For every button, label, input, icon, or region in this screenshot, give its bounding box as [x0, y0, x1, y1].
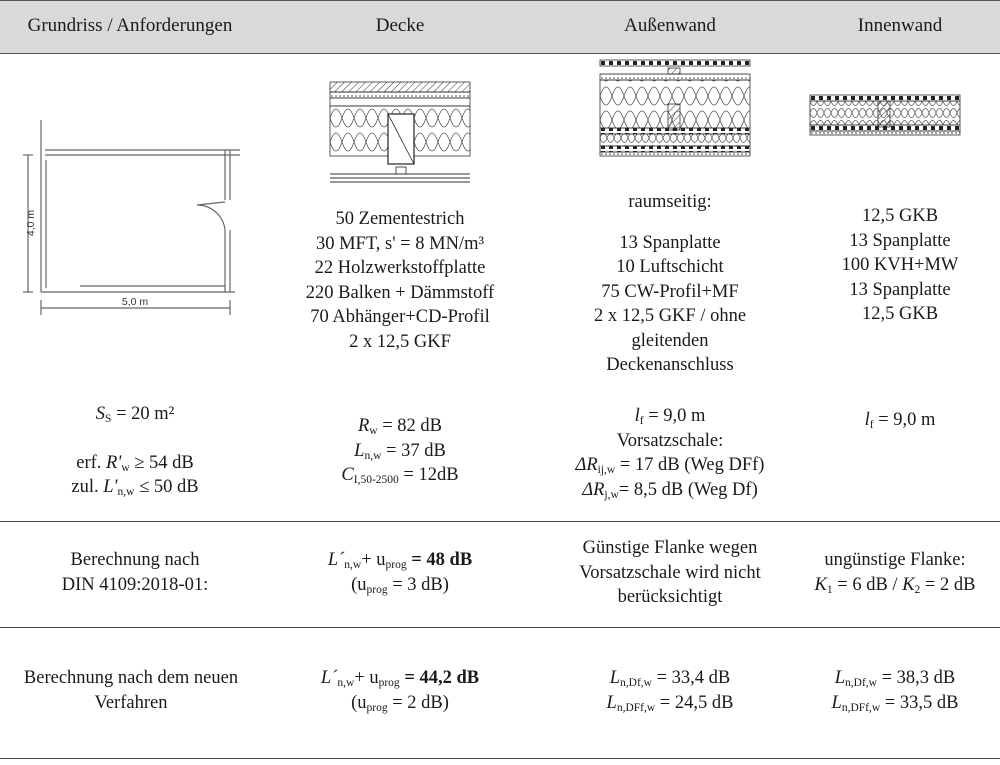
decke-lnw: $L_{n,w} = 37$ dB	[354, 440, 446, 462]
row-new-label-line: Berechnung nach dem neuen	[23, 668, 239, 688]
floorplan-height-label: 4,0 m	[25, 209, 37, 237]
decke-layer: 22 Holzwerkstoffplatte	[314, 258, 486, 278]
din-decke-result: $L´_{n,w}+ u_{prog} = 48$ dB	[327, 550, 473, 571]
aussenwand-section-drawing	[600, 60, 750, 160]
required-rw: erf. $R'_w \ge 54$ dB	[76, 452, 194, 474]
allowed-lnw: zul. $L'_{n,w} \le 50$ dB	[71, 477, 199, 498]
header-decke: Decke	[375, 15, 425, 36]
din-decke-uprog: ($u_{prog} = 3$ dB)	[351, 574, 449, 596]
decke-layer: 220 Balken + Dämmstoff	[305, 282, 495, 303]
header-innenwand: Innenwand	[857, 15, 943, 36]
aussenwand-side-label: raumseitig:	[628, 192, 712, 212]
decke-layer: 2 x 12,5 GKF	[349, 331, 451, 352]
din-innenwand-k: $K_1 = 6$ dB / $K_2 = 2$ dB	[814, 574, 976, 596]
innenwand-layers	[800, 204, 1000, 327]
row-din-label-line: DIN 4109:2018-01:	[61, 574, 209, 595]
row-new-innenwand	[790, 666, 1000, 715]
innenwand-section-drawing	[810, 95, 960, 137]
decke-rw: $R_w = 82$ dB	[357, 416, 443, 437]
floor-area: $S_S = 20$ m²	[95, 404, 175, 425]
row-new-label	[0, 666, 262, 715]
decke-ci: $C_{I,50-2500} = 12dB$	[341, 465, 459, 486]
decke-layer: 50 Zementestrich	[335, 209, 465, 229]
new-aussenwand-df: $L_{n,Df,w} = 33,4$ dB	[609, 668, 731, 689]
aussenwand-delta-rij: $\Delta R_{ij,w} = 17$ dB (Weg DFf)	[575, 455, 765, 476]
requirements	[0, 402, 270, 500]
row-din-label	[0, 548, 270, 597]
aussenwand-delta-rj: $\Delta R_{j,w}= 8,5$ dB (Weg Df)	[582, 479, 758, 501]
row-new-aussenwand	[560, 666, 780, 715]
new-innenwand-dff: $L_{n,DFf,w} = 33,5$ dB	[831, 692, 959, 714]
new-decke-uprog: ($u_{prog} = 2$ dB)	[351, 692, 449, 714]
aussenwand-vorsatzschale: Vorsatzschale:	[616, 430, 724, 451]
header-aussenwand: Außenwand	[624, 15, 716, 36]
row-new-decke	[290, 666, 510, 715]
din-innenwand-line: ungünstige Flanke:	[824, 550, 966, 570]
decke-section-drawing	[330, 82, 470, 192]
row-din-aussenwand	[550, 536, 790, 610]
header-grundriss: Grundriss / Anforderungen	[27, 15, 233, 36]
row-divider	[0, 627, 1000, 628]
decke-values	[290, 414, 510, 488]
innenwand-layer: 13 Spanplatte	[849, 279, 951, 300]
row-din-label-line: Berechnung nach	[70, 550, 200, 570]
row-din-decke	[290, 548, 510, 597]
din-aussenwand-line: Günstige Flanke wegen	[582, 538, 758, 558]
row-new-label-line: Verfahren	[94, 692, 168, 713]
decke-layer: 70 Abhänger+CD-Profil	[310, 307, 490, 327]
aussenwand-values	[550, 404, 790, 502]
decke-layers	[290, 207, 510, 354]
aussenwand-layer: gleitenden	[631, 330, 709, 351]
row-din-innenwand	[790, 548, 1000, 597]
aussenwand-layers	[560, 190, 780, 378]
new-aussenwand-dff: $L_{n,DFf,w} = 24,5$ dB	[606, 692, 734, 714]
table-header	[0, 0, 1000, 54]
aussenwand-lf: $l_f = 9,0$ m	[634, 406, 706, 427]
innenwand-lf: $l_f = 9,0$ m	[864, 410, 936, 431]
floorplan-width-label: 5,0 m	[121, 296, 149, 308]
innenwand-layer: 12,5 GKB	[861, 206, 939, 226]
aussenwand-layer: 2 x 12,5 GKF / ohne	[593, 306, 747, 326]
table-bottom-rule	[0, 758, 1000, 759]
innenwand-layer: 13 Spanplatte	[849, 230, 951, 251]
innenwand-values	[800, 408, 1000, 433]
aussenwand-layer: Deckenanschluss	[606, 355, 734, 375]
aussenwand-layer: 75 CW-Profil+MF	[601, 281, 739, 302]
new-decke-result: $L´_{n,w}+ u_{prog} = 44,2$ dB	[320, 668, 480, 689]
row-divider	[0, 521, 1000, 522]
din-aussenwand-line: berücksichtigt	[617, 587, 723, 607]
din-aussenwand-line: Vorsatzschale wird nicht	[579, 562, 761, 583]
aussenwand-layer: 13 Spanplatte	[619, 232, 721, 253]
decke-layer: 30 MFT, s' = 8 MN/m³	[315, 233, 485, 254]
new-innenwand-df: $L_{n,Df,w} = 38,3$ dB	[834, 668, 956, 689]
innenwand-layer: 100 KVH+MW	[841, 255, 959, 275]
aussenwand-layer: 10 Luftschicht	[616, 257, 724, 277]
floorplan-drawing	[20, 110, 250, 320]
innenwand-layer: 12,5 GKB	[861, 304, 939, 324]
